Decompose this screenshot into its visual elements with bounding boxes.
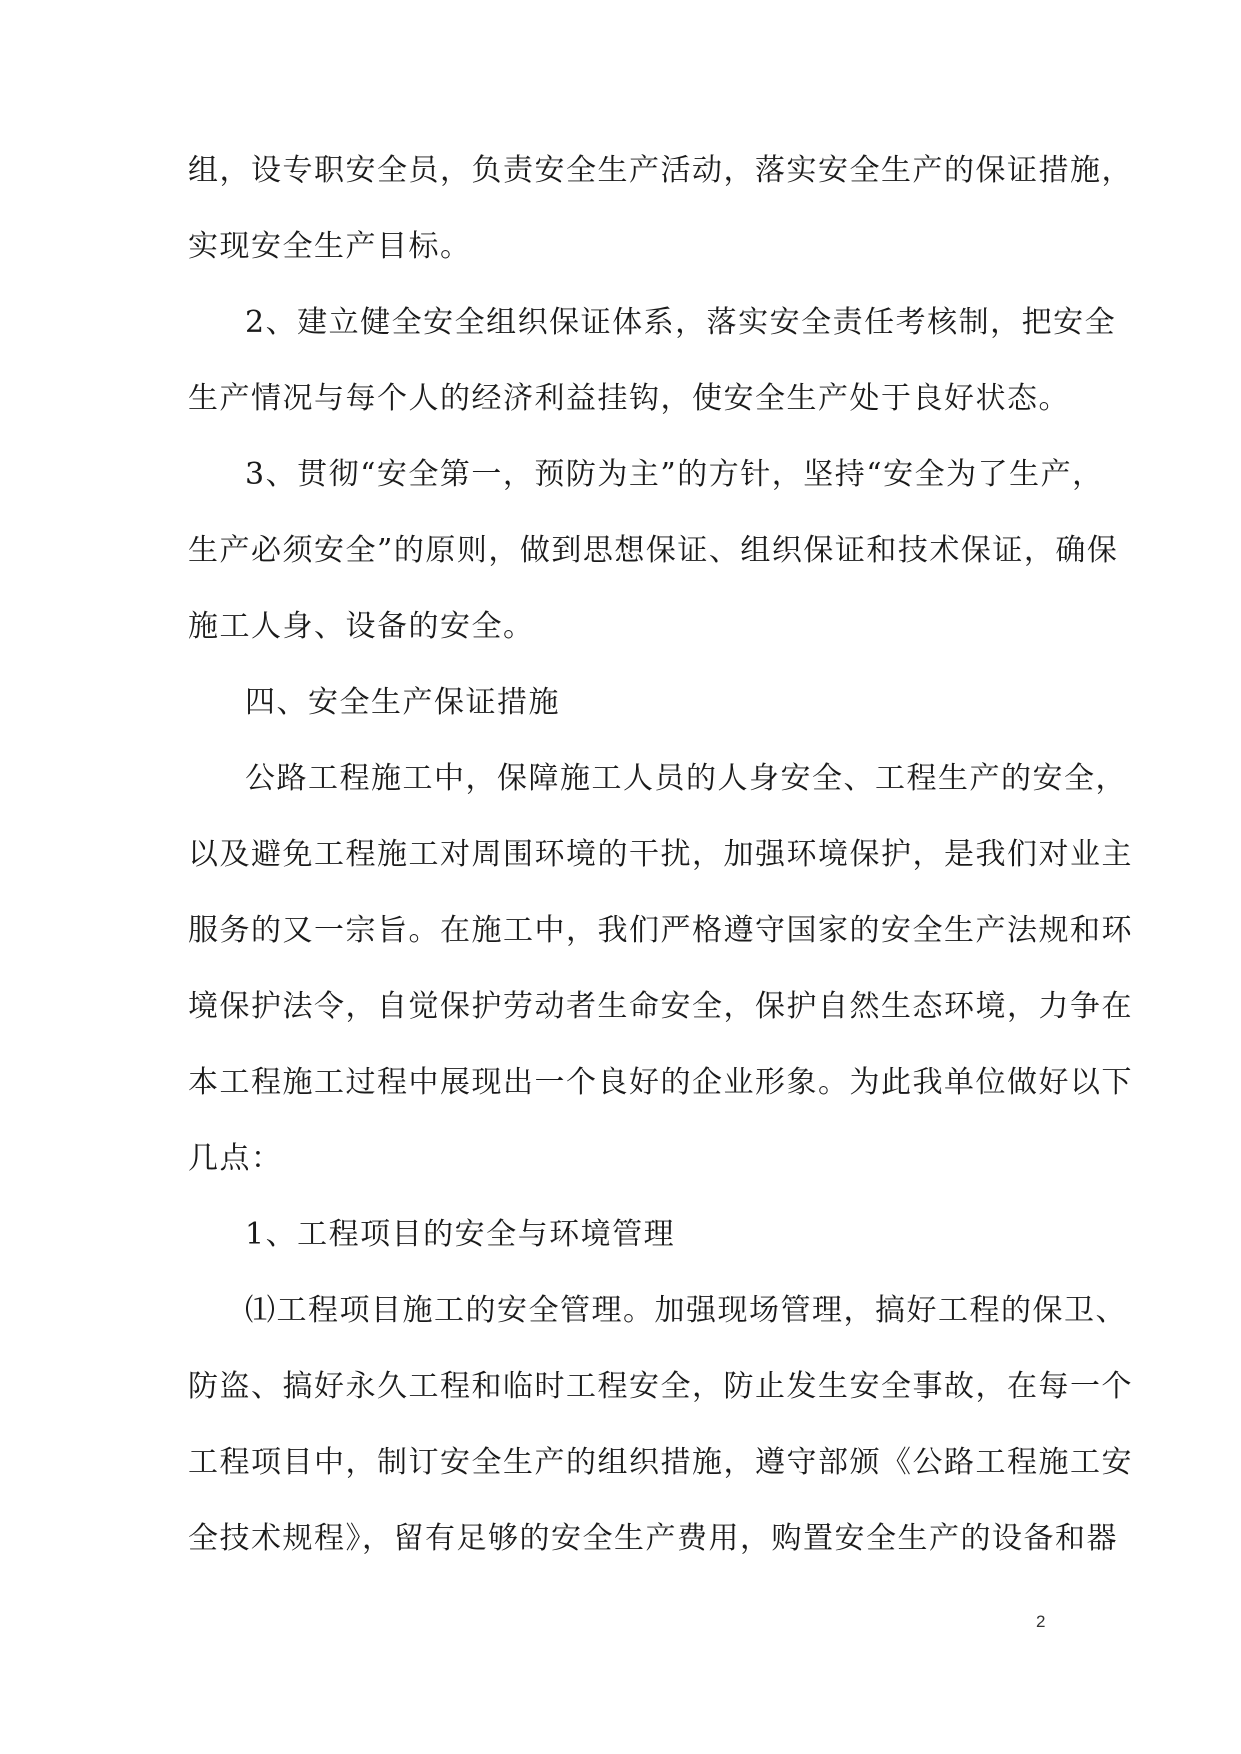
page-number: 2 (1036, 1612, 1046, 1631)
text-line: ⑴工程项目施工的安全管理。加强现场管理，搞好工程的保卫、 (245, 1293, 1127, 1328)
text-line: 防盗、搞好永久工程和临时工程安全，防止发生安全事故，在每一个 (188, 1369, 1133, 1404)
text-line: 境保护法令，自觉保护劳动者生命安全，保护自然生态环境，力争在 (188, 989, 1133, 1024)
body-text (188, 133, 1133, 1577)
text-line: 工程项目中，制订安全生产的组织措施，遵守部颁《公路工程施工安 (188, 1445, 1133, 1480)
text-line: 组，设专职安全员，负责安全生产活动，落实安全生产的保证措施， (188, 153, 1133, 188)
text-line: 生产必须安全”的原则，做到思想保证、组织保证和技术保证，确保 (188, 533, 1119, 568)
subsection-heading: 1、工程项目的安全与环境管理 (245, 1217, 676, 1252)
text-line: 服务的又一宗旨。在施工中，我们严格遵守国家的安全生产法规和环 (188, 913, 1133, 948)
text-line: 实现安全生产目标。 (188, 229, 472, 264)
text-line: 本工程施工过程中展现出一个良好的企业形象。为此我单位做好以下 (188, 1065, 1133, 1100)
text-line: 以及避免工程施工对周围环境的干扰，加强环境保护，是我们对业主 (188, 837, 1133, 872)
text-line: 生产情况与每个人的经济利益挂钩，使安全生产处于良好状态。 (188, 381, 1070, 416)
text-line: 全技术规程》，留有足够的安全生产费用，购置安全生产的设备和器 (188, 1521, 1118, 1556)
text-line: 3、贯彻“安全第一，预防为主”的方针，坚持“安全为了生产， (245, 457, 1104, 492)
text-line: 几点： (188, 1141, 283, 1176)
section-heading: 四、安全生产保证措施 (245, 685, 560, 720)
text-line: 2、建立健全安全组织保证体系，落实安全责任考核制，把安全 (245, 305, 1117, 340)
text-line: 公路工程施工中，保障施工人员的人身安全、工程生产的安全， (245, 761, 1127, 796)
text-line: 施工人身、设备的安全。 (188, 609, 535, 644)
